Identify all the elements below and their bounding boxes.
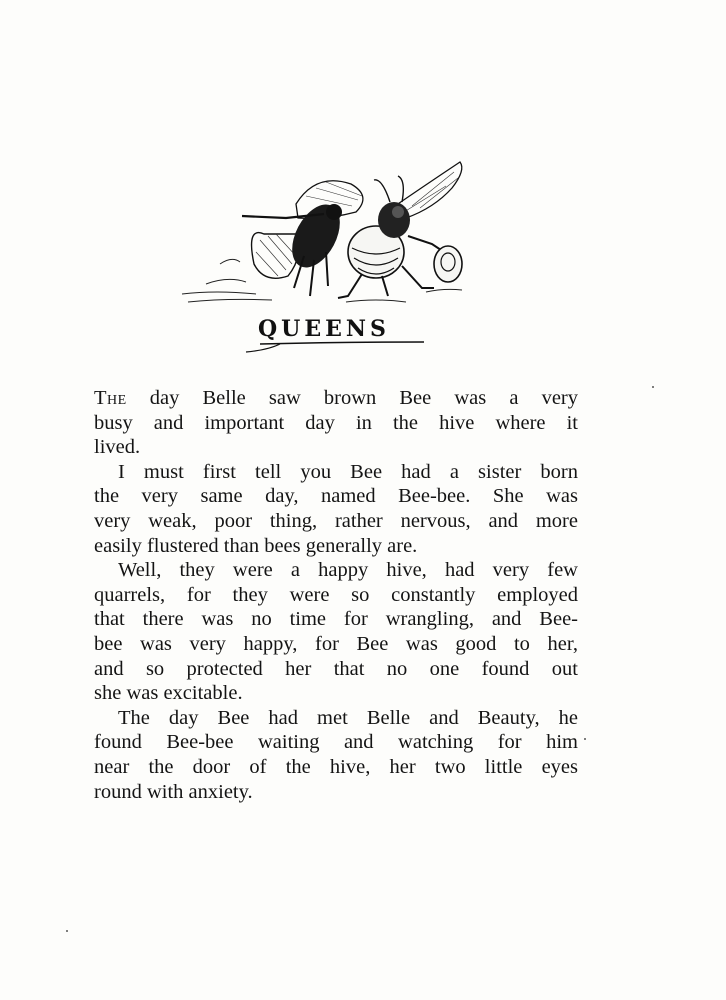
text-line: round with anxiety. — [94, 780, 253, 803]
paragraph-3 — [94, 558, 578, 706]
text-line: near the door of the hive, her two little eyes — [94, 755, 578, 778]
paragraph-4 — [94, 706, 578, 804]
text-line: very weak, poor thing, rather nervous, and more — [94, 509, 578, 532]
first-word: The — [94, 387, 127, 409]
paper-speck — [584, 738, 586, 740]
text-line: The day Bee had met Belle and Beauty, he — [118, 706, 578, 729]
chapter-title-text: QUEENS — [258, 316, 390, 342]
text-line: easily flustered than bees generally are. — [94, 534, 418, 557]
text-line: the very same day, named Bee-bee. She was — [94, 485, 578, 508]
text-line: bee was very happy, for Bee was good to her, — [94, 632, 578, 655]
text-line: I must first tell you Bee had a sister born — [118, 460, 578, 483]
paragraph-2 — [94, 460, 578, 558]
text-line: quarrels, for they were so constantly employed — [94, 583, 578, 606]
bees-illustration — [176, 156, 476, 310]
text-line: Well, they were a happy hive, had very few — [118, 559, 578, 582]
text-line: The day Belle saw brown Bee was a very — [94, 387, 578, 409]
chapter-title — [240, 312, 440, 362]
paragraph-1 — [94, 386, 578, 460]
text-line: found Bee-bee waiting and watching for him — [94, 731, 578, 754]
bees-drawing — [176, 156, 476, 310]
text-line: she was excitable. — [94, 682, 243, 705]
text-line: and so protected her that no one found out — [94, 657, 578, 680]
text-line: lived. — [94, 436, 141, 459]
paper-speck — [652, 386, 654, 388]
text-line: that there was no time for wrangling, and Bee- — [94, 608, 578, 631]
body-text — [94, 386, 578, 804]
paper-speck — [66, 930, 68, 932]
text-line: busy and important day in the hive where it — [94, 411, 578, 434]
